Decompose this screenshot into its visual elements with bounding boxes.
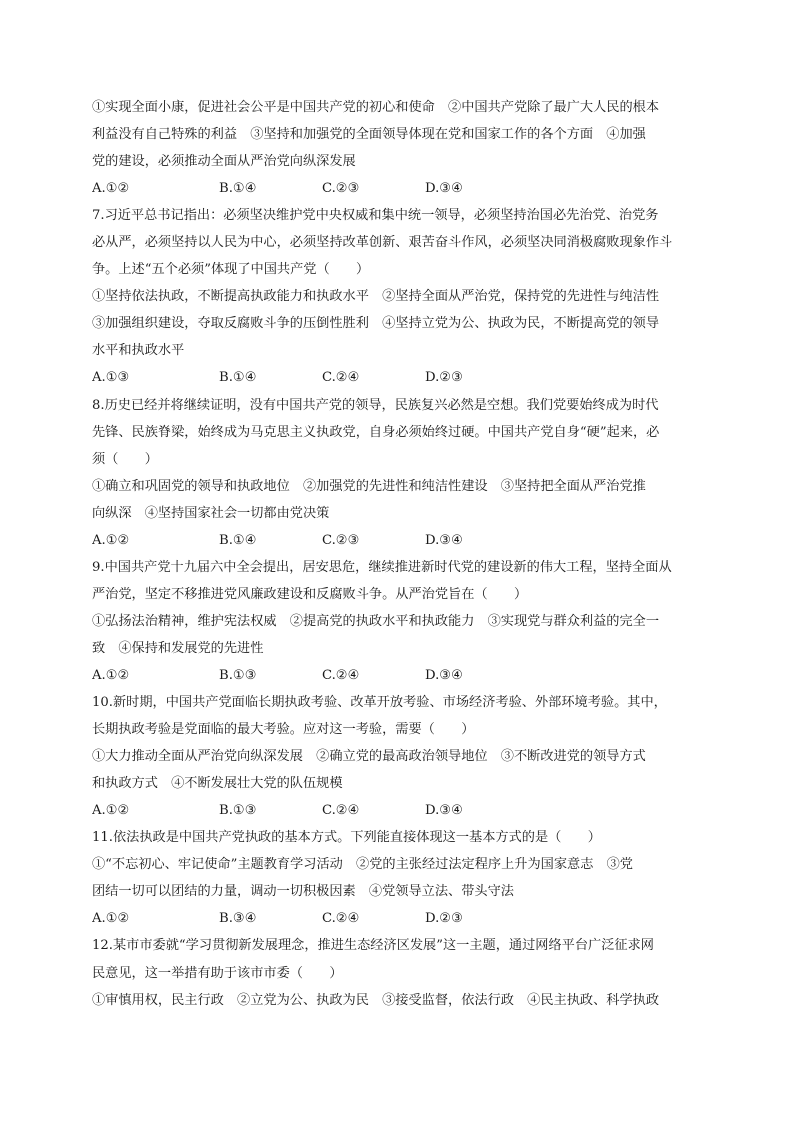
choice-b: B.①③ [219, 667, 257, 683]
question-stem-line: 严治党，坚定不移推进党风廉政建设和反腐败斗争。从严治党旨在（ ） [92, 586, 528, 602]
question-stem-line: 8.历史已经并将继续证明，没有中国共产党的领导，民族复兴必然是空想。我们党要始终成为时代 [92, 397, 659, 413]
question-stem-line: 7.习近平总书记指出：必须坚决维护党中央权威和集中统一领导，必须坚持治国必先治党、治党务 [92, 208, 659, 224]
statement-line: ③加强组织建设，夺取反腐败斗争的压倒性胜利 ④坚持立党为公、执政为民，不断提高党的领导 [92, 316, 660, 332]
choice-d: D.③④ [425, 667, 463, 683]
question-stem-line: 9.中国共产党十九届六中全会提出，居安思危，继续推进新时代党的建设新的伟大工程，坚持全面从 [92, 559, 672, 575]
choice-d: D.②③ [425, 911, 463, 927]
choice-c: C.②④ [322, 911, 360, 927]
question-stem-line: 民意见，这一举措有助于该市市委（ ） [92, 965, 343, 981]
question-6-options-block [92, 94, 706, 202]
choice-c: C.②④ [322, 370, 360, 386]
statement-line: 致 ④保持和发展党的先进性 [92, 640, 264, 656]
choice-b: B.①③ [219, 803, 257, 819]
choice-b: B.①④ [219, 181, 257, 197]
answer-choices [92, 905, 706, 932]
statement-line: ①审慎用权，民主行政 ②立党为公、执政为民 ③接受监督，依法行政 ④民主执政、科学执政 [92, 992, 660, 1008]
statement-line: 团结一切可以团结的力量，调动一切积极因素 ④党领导立法、带头守法 [92, 884, 514, 900]
statement-line: ①确立和巩固党的领导和执政地位 ②加强党的先进性和纯洁性建设 ③坚持把全面从严治党推 [92, 478, 646, 494]
choice-a: A.①② [92, 181, 130, 197]
choice-b: B.①④ [219, 370, 257, 386]
statement-line: ①坚持依法执政，不断提高执政能力和执政水平 ②坚持全面从严治党，保持党的先进性与纯洁性 [92, 289, 660, 305]
answer-choices [92, 527, 706, 554]
choice-a: A.①② [92, 532, 130, 548]
choice-c: C.②④ [322, 667, 360, 683]
statement-line: 党的建设，必须推动全面从严治党向纵深发展 [92, 154, 356, 170]
choice-a: A.①② [92, 803, 130, 819]
answer-choices [92, 175, 706, 202]
question-stem-line: 争。上述“五个必须”体现了中国共产党（ ） [92, 262, 370, 278]
question-stem-line: 11.依法执政是中国共产党执政的基本方式。下列能直接体现这一基本方式的是（ ） [92, 830, 601, 846]
choice-d: D.③④ [425, 803, 463, 819]
choice-d: D.②③ [425, 370, 463, 386]
statement-line: 向纵深 ④坚持国家社会一切都由党决策 [92, 505, 330, 521]
question-stem-line: 先锋、民族脊梁，始终成为马克思主义执政党，自身必须始终过硬。中国共产党自身“硬”起来，必 [92, 424, 660, 440]
question-9 [92, 554, 706, 689]
statement-line: ①大力推动全面从严治党向纵深发展 ②确立党的最高政治领导地位 ③不断改进党的领导方式 [92, 749, 646, 765]
statement-line: 水平和执政水平 [92, 343, 185, 359]
choice-d: D.③④ [425, 532, 463, 548]
question-stem-line: 12.某市市委就“学习贯彻新发展理念，推进生态经济区发展”这一主题，通过网络平台广泛征求网 [92, 938, 654, 954]
statement-line: ①弘扬法治精神，维护宪法权威 ②提高党的执政水平和执政能力 ③实现党与群众利益的完全一 [92, 613, 660, 629]
choice-a: A.①② [92, 667, 130, 683]
question-stem-line: 须（ ） [92, 451, 158, 467]
question-stem-line: 长期执政考验是党面临的最大考验。应对这一考验，需要（ ） [92, 722, 475, 738]
statement-line: ①“不忘初心、牢记使命”主题教育学习活动 ②党的主张经过法定程序上升为国家意志 ③党 [92, 857, 633, 873]
question-stem-line: 必从严，必须坚持以人民为中心，必须坚持改革创新、艰苦奋斗作风，必须坚决同消极腐败现象作斗 [92, 235, 673, 251]
question-10 [92, 689, 706, 824]
question-7 [92, 202, 706, 391]
question-8 [92, 392, 706, 554]
choice-c: C.②③ [322, 181, 360, 197]
choice-a: A.①③ [92, 370, 130, 386]
choice-a: A.①② [92, 911, 130, 927]
answer-choices [92, 364, 706, 391]
choice-c: C.②③ [322, 532, 360, 548]
answer-choices [92, 662, 706, 689]
statement-line: 利益没有自己特殊的利益 ③坚持和加强党的全面领导体现在党和国家工作的各个方面 ④加强 [92, 127, 646, 143]
choice-b: B.③④ [219, 911, 257, 927]
exam-page [92, 94, 706, 1014]
choice-c: C.②④ [322, 803, 360, 819]
answer-choices [92, 797, 706, 824]
statement-line: ①实现全面小康，促进社会公平是中国共产党的初心和使命 ②中国共产党除了最广大人民的根本 [92, 100, 660, 115]
choice-d: D.③④ [425, 181, 463, 197]
question-11 [92, 824, 706, 932]
question-12 [92, 932, 706, 1013]
choice-b: B.①④ [219, 532, 257, 548]
question-stem-line: 10.新时期，中国共产党面临长期执政考验、改革开放考验、市场经济考验、外部环境考验。其中， [92, 695, 667, 711]
statement-line: 和执政方式 ④不断发展壮大党的队伍规模 [92, 776, 343, 792]
